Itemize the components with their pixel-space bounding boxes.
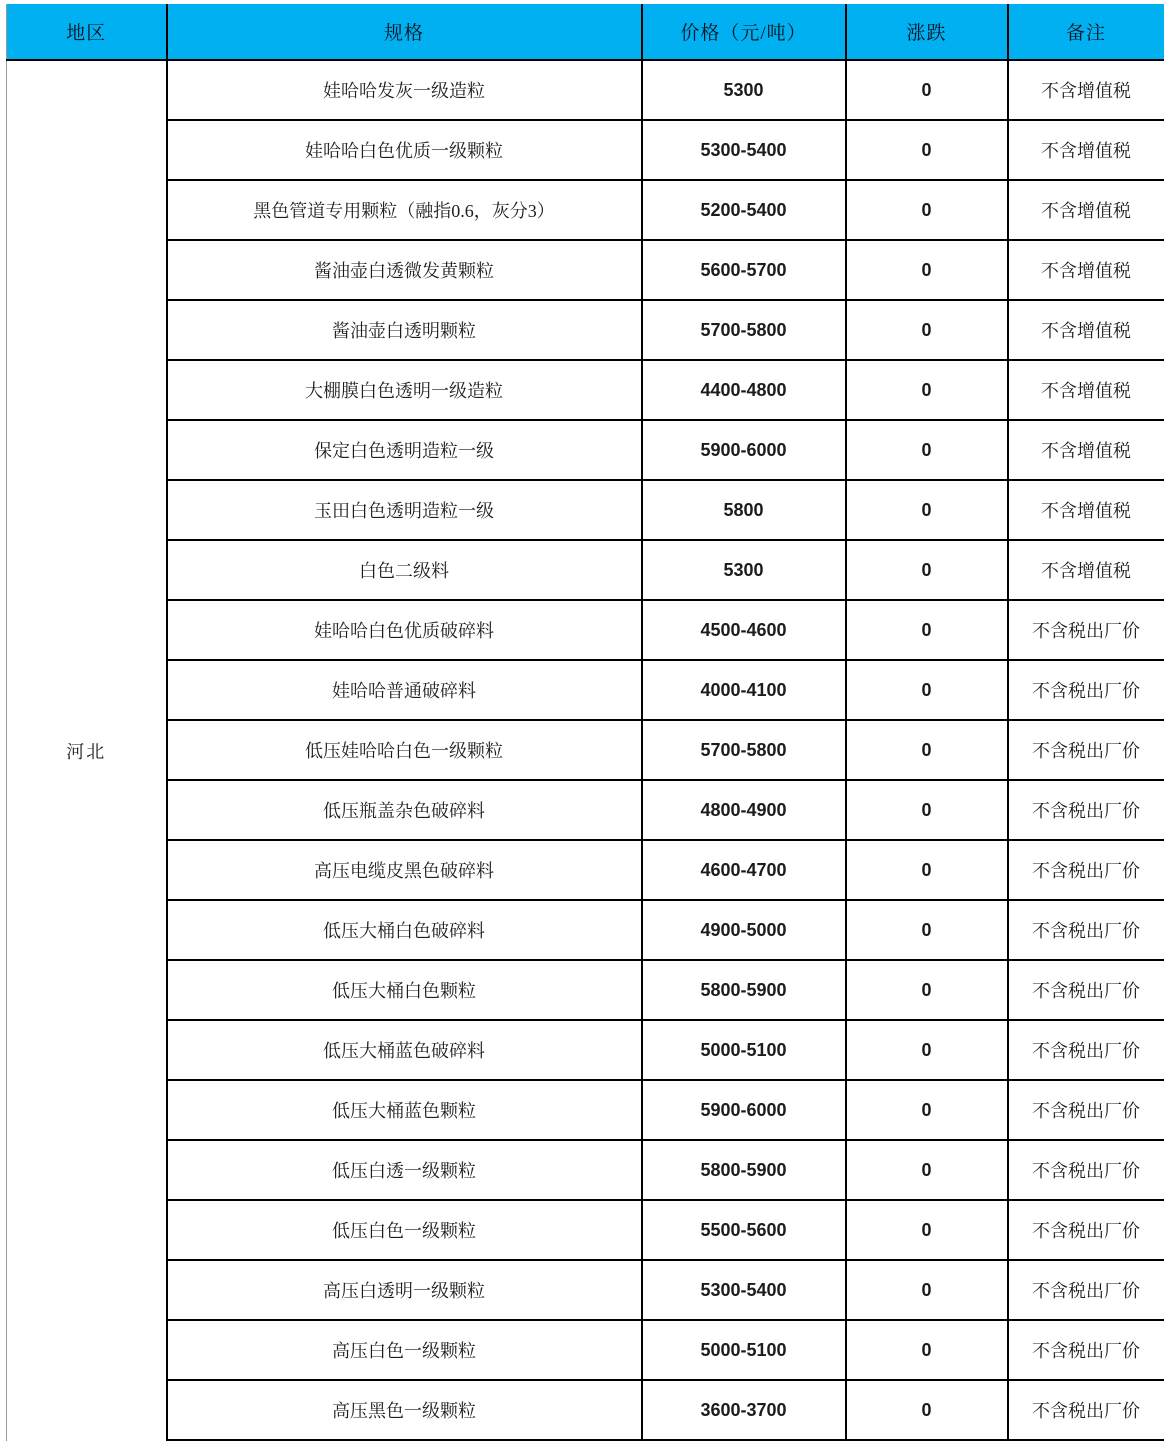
note-cell: 不含增值税 [1008, 540, 1164, 600]
spec-cell: 低压大桶蓝色颗粒 [167, 1080, 642, 1140]
spec-cell: 酱油壶白透明颗粒 [167, 300, 642, 360]
table-row [7, 1020, 1164, 1080]
header-change: 涨跌 [846, 4, 1008, 60]
spec-cell: 娃哈哈白色优质破碎料 [167, 600, 642, 660]
price-cell: 5800-5900 [642, 960, 846, 1020]
change-cell: 0 [846, 840, 1008, 900]
note-cell: 不含税出厂价 [1008, 1080, 1164, 1140]
note-cell: 不含增值税 [1008, 60, 1164, 120]
change-cell: 0 [846, 480, 1008, 540]
price-cell: 5800 [642, 480, 846, 540]
table-row [7, 240, 1164, 300]
change-cell: 0 [846, 1080, 1008, 1140]
change-cell: 0 [846, 900, 1008, 960]
price-cell: 4000-4100 [642, 660, 846, 720]
price-cell: 4400-4800 [642, 360, 846, 420]
note-cell: 不含税出厂价 [1008, 840, 1164, 900]
price-cell: 4800-4900 [642, 780, 846, 840]
change-cell: 0 [846, 780, 1008, 840]
spec-cell: 黑色管道专用颗粒（融指0.6，灰分3） [167, 180, 642, 240]
header-price: 价格（元/吨） [642, 4, 846, 60]
spec-cell: 大棚膜白色透明一级造粒 [167, 360, 642, 420]
note-cell: 不含增值税 [1008, 180, 1164, 240]
note-cell: 不含增值税 [1008, 360, 1164, 420]
spec-cell: 娃哈哈白色优质一级颗粒 [167, 120, 642, 180]
change-cell: 0 [846, 1380, 1008, 1441]
price-cell: 5900-6000 [642, 1080, 846, 1140]
header-region: 地区 [7, 4, 167, 60]
price-cell: 5300-5400 [642, 120, 846, 180]
note-cell: 不含税出厂价 [1008, 660, 1164, 720]
price-cell: 5300 [642, 540, 846, 600]
table-row [7, 420, 1164, 480]
spec-cell: 低压大桶白色颗粒 [167, 960, 642, 1020]
spec-cell: 保定白色透明造粒一级 [167, 420, 642, 480]
price-cell: 4600-4700 [642, 840, 846, 900]
note-cell: 不含税出厂价 [1008, 600, 1164, 660]
change-cell: 0 [846, 1020, 1008, 1080]
table-row [7, 1320, 1164, 1380]
change-cell: 0 [846, 180, 1008, 240]
note-cell: 不含税出厂价 [1008, 1020, 1164, 1080]
table-row [7, 780, 1164, 840]
spec-cell: 高压黑色一级颗粒 [167, 1380, 642, 1441]
spec-cell: 低压大桶蓝色破碎料 [167, 1020, 642, 1080]
spec-cell: 高压白色一级颗粒 [167, 1320, 642, 1380]
header-spec: 规格 [167, 4, 642, 60]
table-row [7, 660, 1164, 720]
change-cell: 0 [846, 1140, 1008, 1200]
price-cell: 5000-5100 [642, 1320, 846, 1380]
spec-cell: 低压大桶白色破碎料 [167, 900, 642, 960]
table-row [7, 360, 1164, 420]
price-table [6, 4, 1164, 1441]
spec-cell: 白色二级料 [167, 540, 642, 600]
note-cell: 不含税出厂价 [1008, 900, 1164, 960]
spec-cell: 低压白色一级颗粒 [167, 1200, 642, 1260]
price-cell: 5700-5800 [642, 300, 846, 360]
change-cell: 0 [846, 960, 1008, 1020]
table-row [7, 900, 1164, 960]
change-cell: 0 [846, 660, 1008, 720]
spec-cell: 娃哈哈普通破碎料 [167, 660, 642, 720]
change-cell: 0 [846, 300, 1008, 360]
note-cell: 不含税出厂价 [1008, 1200, 1164, 1260]
table-row [7, 600, 1164, 660]
price-cell: 5900-6000 [642, 420, 846, 480]
change-cell: 0 [846, 600, 1008, 660]
price-cell: 4500-4600 [642, 600, 846, 660]
table-row [7, 540, 1164, 600]
table-row [7, 120, 1164, 180]
change-cell: 0 [846, 60, 1008, 120]
spec-cell: 高压白透明一级颗粒 [167, 1260, 642, 1320]
table-header [7, 4, 1164, 60]
spec-cell: 低压娃哈哈白色一级颗粒 [167, 720, 642, 780]
region-cell: 河北 [7, 60, 167, 1441]
spec-cell: 玉田白色透明造粒一级 [167, 480, 642, 540]
note-cell: 不含税出厂价 [1008, 1260, 1164, 1320]
table-row [7, 1140, 1164, 1200]
price-cell: 5500-5600 [642, 1200, 846, 1260]
table-row [7, 60, 1164, 120]
note-cell: 不含增值税 [1008, 120, 1164, 180]
spec-cell: 低压瓶盖杂色破碎料 [167, 780, 642, 840]
change-cell: 0 [846, 1260, 1008, 1320]
spec-cell: 高压电缆皮黑色破碎料 [167, 840, 642, 900]
change-cell: 0 [846, 420, 1008, 480]
note-cell: 不含税出厂价 [1008, 780, 1164, 840]
table-row [7, 840, 1164, 900]
table-row [7, 1080, 1164, 1140]
table-row [7, 960, 1164, 1020]
change-cell: 0 [846, 360, 1008, 420]
price-cell: 5300 [642, 60, 846, 120]
price-cell: 5600-5700 [642, 240, 846, 300]
price-cell: 5800-5900 [642, 1140, 846, 1200]
note-cell: 不含税出厂价 [1008, 1380, 1164, 1441]
note-cell: 不含增值税 [1008, 300, 1164, 360]
note-cell: 不含税出厂价 [1008, 1320, 1164, 1380]
price-cell: 5200-5400 [642, 180, 846, 240]
header-note: 备注 [1008, 4, 1164, 60]
price-cell: 4900-5000 [642, 900, 846, 960]
spec-cell: 低压白透一级颗粒 [167, 1140, 642, 1200]
price-cell: 5000-5100 [642, 1020, 846, 1080]
change-cell: 0 [846, 1200, 1008, 1260]
price-cell: 5300-5400 [642, 1260, 846, 1320]
table-body [7, 60, 1164, 1441]
note-cell: 不含税出厂价 [1008, 960, 1164, 1020]
change-cell: 0 [846, 720, 1008, 780]
price-cell: 5700-5800 [642, 720, 846, 780]
change-cell: 0 [846, 120, 1008, 180]
table-row [7, 1200, 1164, 1260]
note-cell: 不含税出厂价 [1008, 720, 1164, 780]
change-cell: 0 [846, 540, 1008, 600]
note-cell: 不含税出厂价 [1008, 1140, 1164, 1200]
table-row [7, 1260, 1164, 1320]
change-cell: 0 [846, 240, 1008, 300]
spec-cell: 娃哈哈发灰一级造粒 [167, 60, 642, 120]
note-cell: 不含增值税 [1008, 420, 1164, 480]
table-row [7, 1380, 1164, 1441]
spec-cell: 酱油壶白透微发黄颗粒 [167, 240, 642, 300]
note-cell: 不含增值税 [1008, 480, 1164, 540]
table-row [7, 180, 1164, 240]
header-row [7, 4, 1164, 60]
price-cell: 3600-3700 [642, 1380, 846, 1441]
table-row [7, 480, 1164, 540]
table-row [7, 720, 1164, 780]
note-cell: 不含增值税 [1008, 240, 1164, 300]
change-cell: 0 [846, 1320, 1008, 1380]
table-row [7, 300, 1164, 360]
